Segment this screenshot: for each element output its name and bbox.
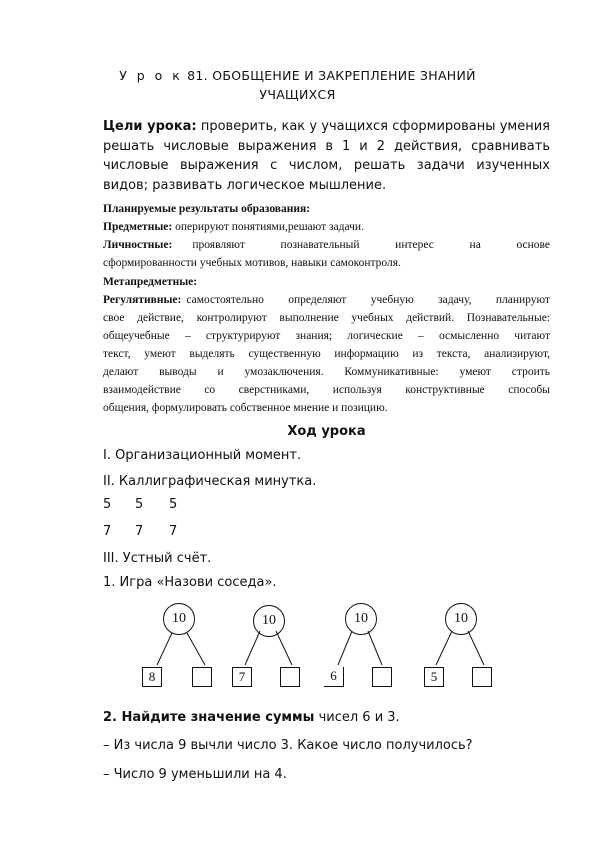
number-tree-3	[324, 603, 414, 693]
regulative-line1: Регулятивные: самостоятельно определяют учебную задачу, планируют	[103, 292, 550, 310]
section-3: III. Устный счёт.	[103, 551, 212, 566]
task-1: 1. Игра «Назови соседа».	[103, 575, 277, 590]
outcomes-subject	[103, 219, 550, 237]
title-line2: УЧАЩИХСЯ	[259, 87, 336, 102]
tree-top-circle: 10	[163, 603, 195, 635]
number-tree-1	[137, 603, 227, 693]
title-rest: 81. ОБОБЩЕНИЕ И ЗАКРЕПЛЕНИЕ ЗНАНИЙ	[187, 68, 476, 83]
outcomes-line5: текст, умеют выделять существенную информацию из текста, анализируют,	[103, 348, 550, 360]
lesson-title	[60, 66, 535, 104]
lesson-flow-heading: Ход урока	[287, 424, 366, 439]
regulative-label: Регулятивные:	[103, 294, 182, 306]
goals-label: Цели урока:	[103, 119, 197, 134]
tree-left-box: 7	[232, 667, 252, 687]
personal-line1: проявляют познавательный интерес на основе	[192, 239, 550, 251]
number-tree-4	[422, 603, 512, 693]
outcomes-line4: общеучебные – структурируют знания; логические – осмысленно читают	[103, 330, 550, 342]
outcomes-line8: общения, формулировать собственное мнение и позицию.	[103, 402, 388, 414]
question-2: – Число 9 уменьшили на 4.	[103, 767, 287, 782]
task-2-rest: чисел 6 и 3.	[314, 710, 400, 725]
tree-right-box	[472, 667, 492, 687]
section-1: I. Организационный момент.	[103, 448, 302, 463]
subject-label: Предметные:	[103, 221, 173, 233]
outcomes-line3: свое действие, контролируют выполнение учебных действий. Познавательные:	[103, 312, 550, 324]
personal-line2: сформированности учебных мотивов, навыки самоконтроля.	[103, 257, 401, 269]
tree-top-circle: 10	[253, 605, 285, 637]
tree-left-box: 5	[424, 667, 444, 687]
tree-connectors	[137, 603, 227, 693]
outcomes-line7: взаимодействие со сверстниками, используя конструктивные способы	[103, 384, 550, 396]
task-2	[103, 710, 400, 725]
task-2-bold: 2. Найдите значение суммы	[103, 710, 315, 725]
title-lead: У р о к	[119, 68, 183, 83]
tree-connectors	[422, 603, 512, 693]
tree-right-box	[372, 667, 392, 687]
subject-text: оперируют понятиями,решают задачи.	[172, 221, 364, 233]
outcomes-line6: делают выводы и умозаключения. Коммуникативные: умеют строить	[103, 366, 550, 378]
goals-text: проверить, как у учащихся сформированы умения решать числовые выражения в 1 и 2 действия, сравнивать числовые выражения с числом, решать задачи изученных видов; развивать логическое мышление.	[103, 119, 550, 193]
personal-label: Личностные:	[103, 239, 173, 251]
tree-connectors	[230, 603, 320, 693]
section-2: II. Каллиграфическая минутка.	[103, 474, 317, 489]
tree-left-box: 8	[142, 667, 162, 687]
number-tree-2	[230, 603, 320, 693]
tree-top-circle: 10	[445, 603, 477, 635]
meta-heading: Метапредметные:	[103, 276, 198, 288]
tree-right-box	[192, 667, 212, 687]
outcomes-heading: Планируемые результаты образования:	[103, 203, 311, 215]
outcomes-personal	[103, 237, 550, 255]
tree-connectors	[324, 603, 414, 693]
question-1: – Из числа 9 вычли число 3. Какое число получилось?	[103, 738, 473, 753]
tree-right-box	[280, 667, 300, 687]
lesson-goals	[103, 117, 550, 195]
tree-left-box: 6	[324, 667, 344, 687]
tree-top-circle: 10	[345, 603, 377, 635]
